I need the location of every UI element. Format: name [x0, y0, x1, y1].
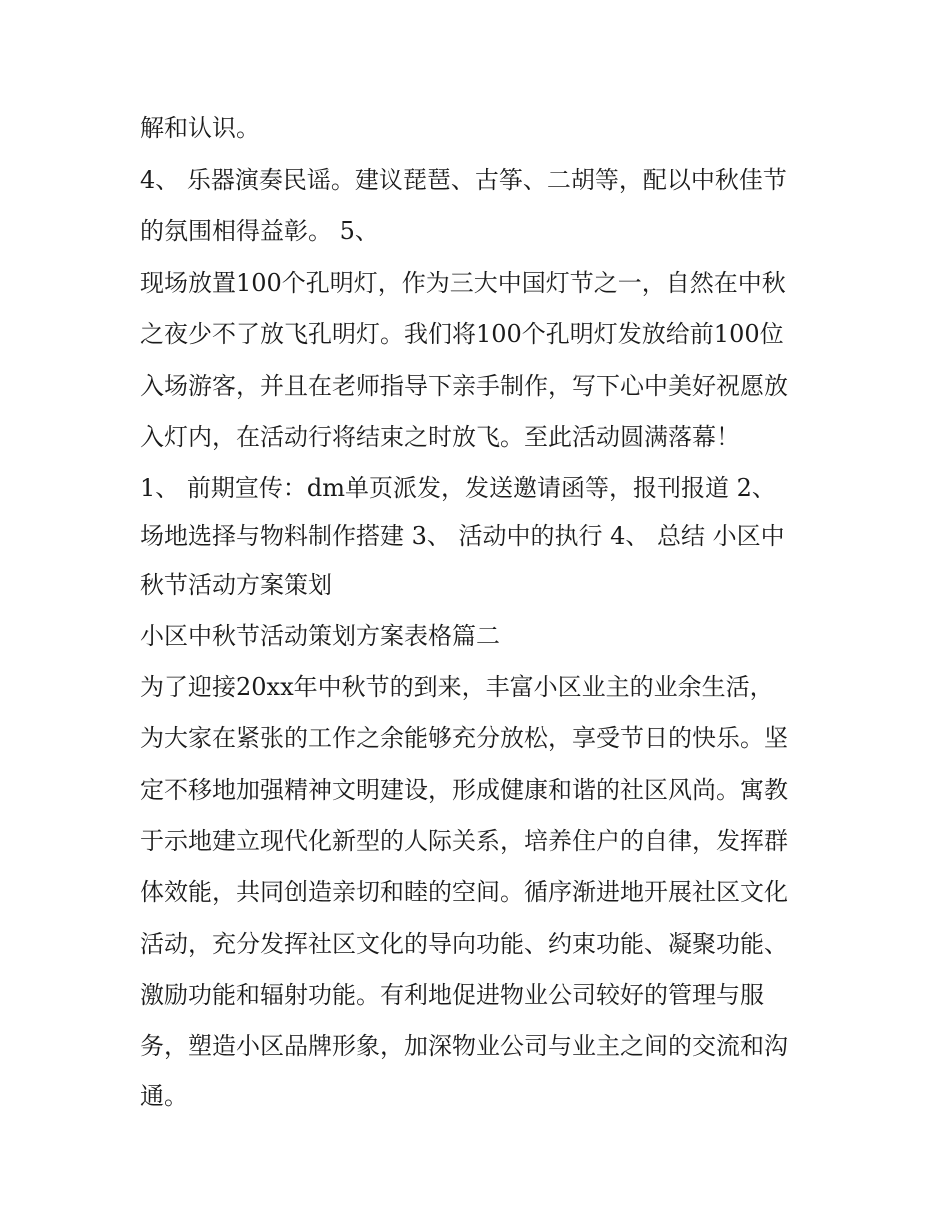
section-heading: 小区中秋节活动策划方案表格篇二 [140, 622, 500, 650]
text-line: 激励功能和辐射功能。有利地促进物业公司较好的管理与服 [140, 981, 764, 1009]
text-line: 务，塑造小区品牌形象，加深物业公司与业主之间的交流和沟 [140, 1032, 788, 1060]
text-line: 为了迎接20xx年中秋节的到来，丰富小区业主的业余生活， [140, 673, 774, 701]
text-line: 入灯内，在活动行将结束之时放飞。至此活动圆满落幕！ [140, 423, 740, 451]
text-line: 入场游客，并且在老师指导下亲手制作，写下心中美好祝愿放 [140, 372, 788, 400]
text-line: 通。 [140, 1082, 188, 1110]
text-line: 秋节活动方案策划 [140, 571, 332, 599]
text-line: 于示地建立现代化新型的人际关系，培养住户的自律，发挥群 [140, 827, 788, 855]
text-line: 之夜少不了放飞孔明灯。我们将100个孔明灯发放给前100位 [140, 320, 784, 348]
text-line: 4、 乐器演奏民谣。建议琵琶、古筝、二胡等，配以中秋佳节 [140, 166, 787, 194]
text-line: 1、 前期宣传：dm单页派发，发送邀请函等，报刊报道 2、 [140, 474, 776, 502]
text-line: 场地选择与物料制作搭建 3、 活动中的执行 4、 总结 小区中 [140, 522, 785, 550]
text-line: 的氛围相得益彰。 5、 [140, 217, 379, 245]
text-line: 为大家在紧张的工作之余能够充分放松，享受节日的快乐。坚 [140, 724, 788, 752]
text-line: 现场放置100个孔明灯，作为三大中国灯节之一，自然在中秋 [140, 269, 786, 297]
text-line: 解和认识。 [140, 114, 260, 142]
text-line: 定不移地加强精神文明建设，形成健康和谐的社区风尚。寓教 [140, 776, 788, 804]
text-line: 活动，充分发挥社区文化的导向功能、约束功能、凝聚功能、 [140, 930, 788, 958]
text-line: 体效能，共同创造亲切和睦的空间。循序渐进地开展社区文化 [140, 878, 788, 906]
